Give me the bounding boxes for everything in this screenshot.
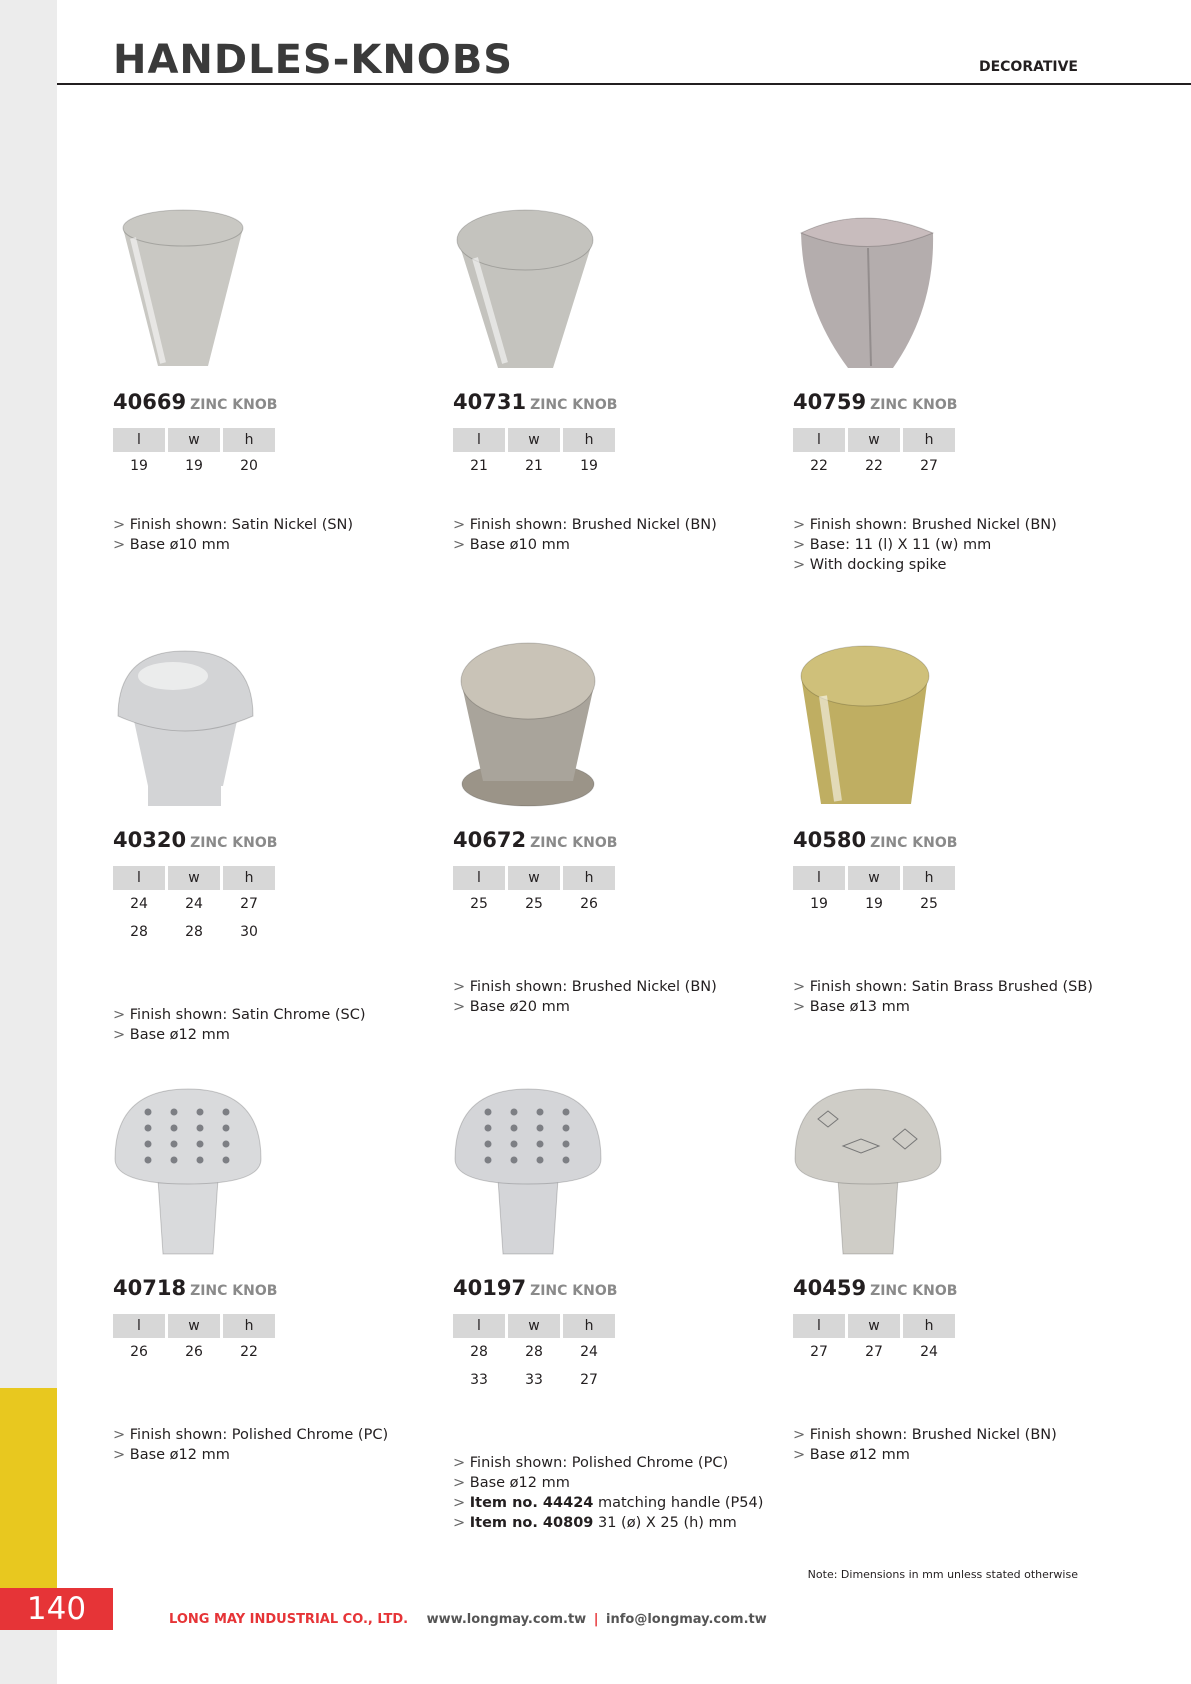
dim-value: 25: [470, 896, 488, 912]
note-line: > Finish shown: Satin Chrome (SC): [113, 1007, 366, 1023]
dim-header: l: [793, 428, 845, 452]
dim-value: 19: [185, 458, 203, 474]
dim-value: 27: [240, 896, 258, 912]
dim-value: 24: [920, 1344, 938, 1360]
header-rule: [57, 83, 1191, 85]
dim-header: w: [848, 1314, 900, 1338]
dim-header: h: [223, 1314, 275, 1338]
product-type: ZINC KNOB: [530, 397, 618, 413]
product-notes: [793, 515, 1113, 575]
product-type: ZINC KNOB: [870, 1283, 958, 1299]
dim-value: 28: [130, 924, 148, 940]
dim-header: h: [223, 866, 275, 890]
dim-value: 19: [130, 458, 148, 474]
product-code: 40731: [453, 390, 527, 414]
page-title: HANDLES-KNOBS: [113, 37, 514, 83]
footer: [169, 1612, 767, 1627]
category-label: DECORATIVE: [978, 59, 1078, 75]
footer-separator: |: [593, 1612, 599, 1627]
dim-header: w: [848, 428, 900, 452]
product-type: ZINC KNOB: [190, 1283, 278, 1299]
dim-value: 28: [470, 1344, 488, 1360]
product-notes: [453, 515, 773, 555]
dim-header: l: [453, 428, 505, 452]
product-notes: [113, 1005, 433, 1045]
product-notes: [113, 1425, 433, 1465]
dim-header: w: [168, 1314, 220, 1338]
side-accent-bar: [0, 1388, 57, 1588]
product-name: [793, 828, 957, 852]
website-link[interactable]: www.longmay.com.tw: [426, 1612, 587, 1627]
dim-row: [453, 452, 615, 480]
email-link[interactable]: info@longmay.com.tw: [606, 1612, 767, 1627]
product-name: [793, 390, 957, 414]
note-line: > Base: 11 (l) X 11 (w) mm: [793, 537, 992, 553]
product-code: 40580: [793, 828, 867, 852]
dim-header: h: [903, 1314, 955, 1338]
dimensions-table: [790, 866, 958, 918]
dim-header: h: [223, 428, 275, 452]
note-line: > Finish shown: Brushed Nickel (BN): [793, 1427, 1057, 1443]
dim-value: 25: [920, 896, 938, 912]
dimensions-table: [110, 866, 278, 946]
dimensions-footnote: Note: Dimensions in mm unless stated otherwise: [807, 1568, 1078, 1581]
product-type: ZINC KNOB: [190, 397, 278, 413]
note-line: > Finish shown: Brushed Nickel (BN): [453, 979, 717, 995]
dim-header: l: [453, 1314, 505, 1338]
product-notes: [793, 977, 1113, 1017]
note-line: > Base ø12 mm: [793, 1447, 910, 1463]
product-image: [793, 1084, 963, 1264]
note-line: > Base ø13 mm: [793, 999, 910, 1015]
dim-value: 28: [185, 924, 203, 940]
dim-value: 22: [865, 458, 883, 474]
dim-header: l: [113, 1314, 165, 1338]
dim-value: 27: [920, 458, 938, 474]
dim-header: h: [563, 1314, 615, 1338]
dim-row: [793, 452, 955, 480]
dim-header: w: [508, 866, 560, 890]
dim-value: 28: [525, 1344, 543, 1360]
dim-header: l: [113, 428, 165, 452]
product-image: [113, 636, 283, 816]
dimensions-table: [110, 1314, 278, 1366]
product-type: ZINC KNOB: [530, 835, 618, 851]
product-name: [793, 1276, 957, 1300]
dim-value: 20: [240, 458, 258, 474]
dim-value: 27: [810, 1344, 828, 1360]
product-type: ZINC KNOB: [870, 835, 958, 851]
dim-header: l: [453, 866, 505, 890]
dim-value: 24: [580, 1344, 598, 1360]
dim-row: [113, 1338, 275, 1366]
dim-header: l: [793, 1314, 845, 1338]
product-image: [113, 198, 283, 378]
dim-header: h: [563, 428, 615, 452]
note-line: > Base ø10 mm: [113, 537, 230, 553]
product-type: ZINC KNOB: [190, 835, 278, 851]
dim-row: [453, 1366, 615, 1394]
dim-row: [113, 890, 275, 918]
product-image: [113, 1084, 283, 1264]
product-type: ZINC KNOB: [530, 1283, 618, 1299]
dim-value: 33: [525, 1372, 543, 1388]
dim-value: 26: [580, 896, 598, 912]
note-line: > With docking spike: [793, 557, 947, 573]
dim-value: 24: [130, 896, 148, 912]
dim-header: h: [903, 866, 955, 890]
product-type: ZINC KNOB: [870, 397, 958, 413]
product-image: [453, 636, 623, 816]
dim-value: 24: [185, 896, 203, 912]
dim-row: [793, 890, 955, 918]
dimensions-table: [450, 866, 618, 918]
dim-row: [453, 890, 615, 918]
product-notes: [793, 1425, 1113, 1465]
product-image: [453, 198, 623, 378]
note-line: > Base ø20 mm: [453, 999, 570, 1015]
dim-value: 21: [470, 458, 488, 474]
dim-value: 19: [810, 896, 828, 912]
note-line: > Finish shown: Brushed Nickel (BN): [793, 517, 1057, 533]
note-line: > Item no. 40809 31 (ø) X 25 (h) mm: [453, 1515, 737, 1531]
product-code: 40459: [793, 1276, 867, 1300]
dim-header: h: [903, 428, 955, 452]
note-line: > Base ø12 mm: [113, 1447, 230, 1463]
dim-value: 25: [525, 896, 543, 912]
dim-header: w: [508, 428, 560, 452]
dimensions-table: [790, 428, 958, 480]
dim-header: w: [168, 866, 220, 890]
dim-value: 26: [185, 1344, 203, 1360]
dim-value: 27: [865, 1344, 883, 1360]
note-line: > Finish shown: Satin Brass Brushed (SB): [793, 979, 1093, 995]
note-line: > Finish shown: Satin Nickel (SN): [113, 517, 354, 533]
dimensions-table: [450, 1314, 618, 1394]
dim-header: w: [848, 866, 900, 890]
dim-value: 33: [470, 1372, 488, 1388]
product-notes: [453, 1453, 773, 1533]
dim-value: 19: [865, 896, 883, 912]
product-code: 40320: [113, 828, 187, 852]
dim-row: [113, 452, 275, 480]
product-code: 40718: [113, 1276, 187, 1300]
page-number: 140: [0, 1588, 113, 1630]
dim-header: w: [508, 1314, 560, 1338]
product-code: 40759: [793, 390, 867, 414]
dimensions-table: [110, 428, 278, 480]
product-name: [113, 1276, 277, 1300]
note-line: > Base ø12 mm: [113, 1027, 230, 1043]
product-code: 40669: [113, 390, 187, 414]
dim-value: 26: [130, 1344, 148, 1360]
dim-value: 19: [580, 458, 598, 474]
dim-value: 22: [810, 458, 828, 474]
product-name: [113, 390, 277, 414]
dim-row: [793, 1338, 955, 1366]
product-image: [793, 636, 963, 816]
product-image: [793, 198, 963, 378]
dim-value: 27: [580, 1372, 598, 1388]
note-line: > Item no. 44424 matching handle (P54): [453, 1495, 764, 1511]
note-line: > Base ø12 mm: [453, 1475, 570, 1491]
dim-value: 30: [240, 924, 258, 940]
dimensions-table: [450, 428, 618, 480]
company-name: LONG MAY INDUSTRIAL CO., LTD.: [169, 1612, 409, 1627]
dimensions-table: [790, 1314, 958, 1366]
dim-header: l: [113, 866, 165, 890]
note-line: > Finish shown: Polished Chrome (PC): [453, 1455, 729, 1471]
dim-value: 21: [525, 458, 543, 474]
product-code: 40197: [453, 1276, 527, 1300]
dim-header: h: [563, 866, 615, 890]
dim-value: 22: [240, 1344, 258, 1360]
dim-header: w: [168, 428, 220, 452]
product-name: [453, 828, 617, 852]
note-line: > Finish shown: Brushed Nickel (BN): [453, 517, 717, 533]
dim-row: [453, 1338, 615, 1366]
note-line: > Base ø10 mm: [453, 537, 570, 553]
dim-row: [113, 918, 275, 946]
product-name: [453, 390, 617, 414]
product-name: [113, 828, 277, 852]
note-line: > Finish shown: Polished Chrome (PC): [113, 1427, 389, 1443]
product-name: [453, 1276, 617, 1300]
dim-header: l: [793, 866, 845, 890]
product-code: 40672: [453, 828, 527, 852]
product-notes: [453, 977, 773, 1017]
product-notes: [113, 515, 433, 555]
product-image: [453, 1084, 623, 1264]
